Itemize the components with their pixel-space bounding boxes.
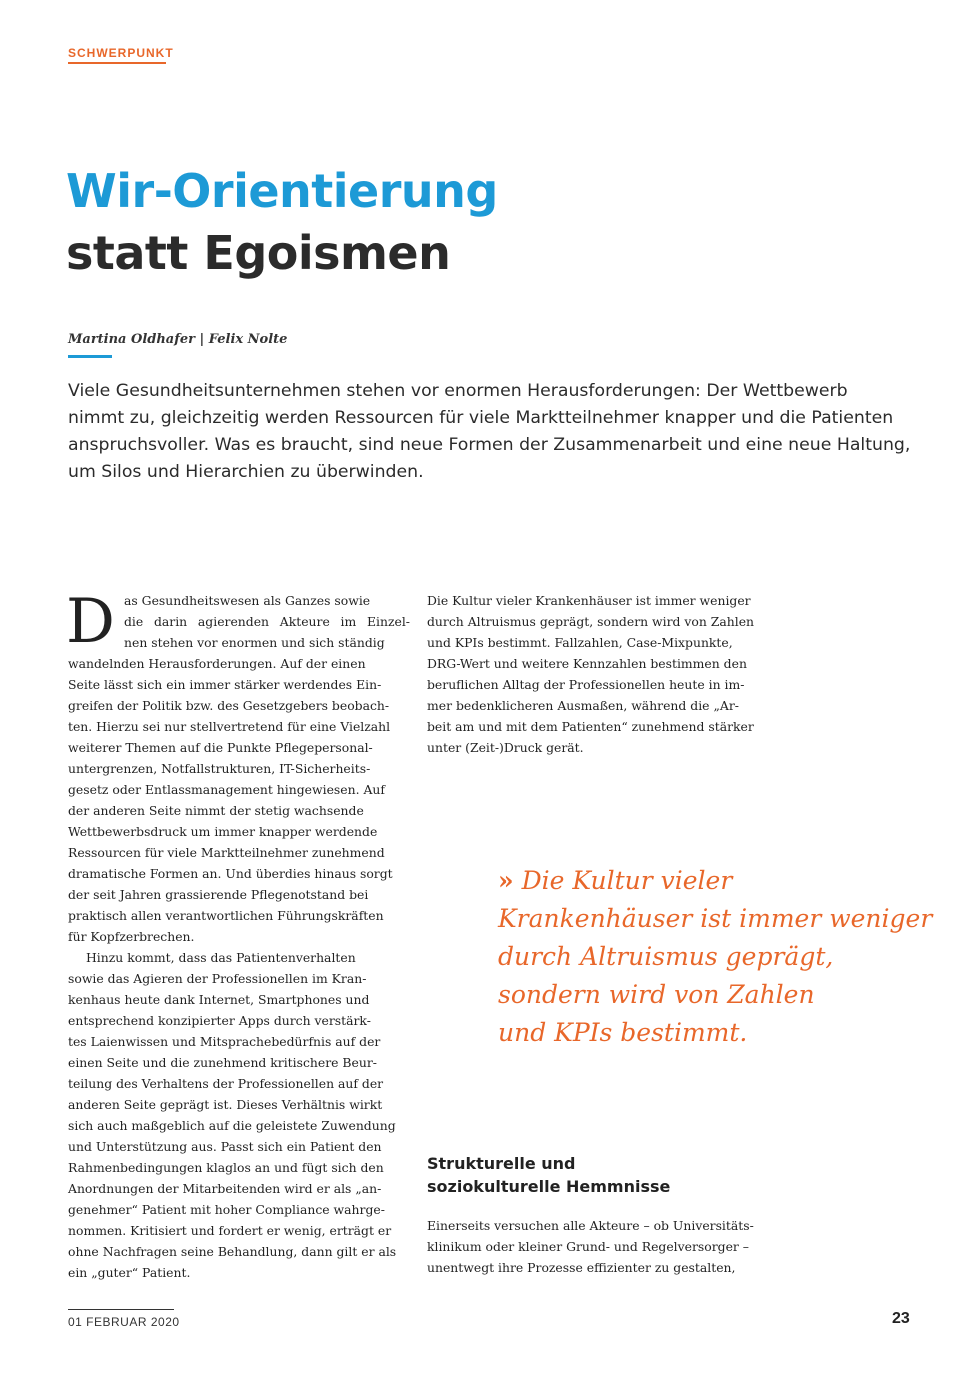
section-label: SCHWERPUNKT — [68, 46, 174, 60]
body-column-2 — [427, 590, 771, 758]
text-line: wandelnden Herausforderungen. Auf der einen — [68, 656, 366, 671]
lead-line: anspruchsvoller. Was es braucht, sind neue Formen der Zusammenarbeit und eine neue Haltung, — [68, 435, 911, 455]
text-line: Die Kultur vieler Krankenhäuser ist immer weniger — [427, 593, 751, 608]
text-line: anderen Seite geprägt ist. Dieses Verhältnis wirkt — [68, 1097, 383, 1112]
text-line: Einerseits versuchen alle Akteure – ob Universitäts- — [427, 1218, 754, 1233]
text-line: praktisch allen verantwortlichen Führungskräften — [68, 908, 384, 923]
article-title-line-1: Wir-Orientierung — [66, 164, 498, 218]
text-line: DRG-Wert und weitere Kennzahlen bestimmen den — [427, 656, 747, 671]
text-line: kenhaus heute dank Internet, Smartphones und — [68, 992, 370, 1007]
text-line: sich auch maßgeblich auf die geleistete Zuwendung — [68, 1118, 396, 1133]
lead-paragraph — [68, 378, 911, 486]
text-line: einen Seite und die zunehmend kritischere Beur- — [68, 1055, 377, 1070]
pull-quote-text: Die Kultur vieler — [521, 866, 733, 895]
body-column-3 — [427, 1215, 771, 1278]
text-line: für Kopfzerbrechen. — [68, 929, 195, 944]
lead-line: Viele Gesundheitsunternehmen stehen vor enormen Herausforderungen: Der Wettbewerb — [68, 381, 848, 401]
section-heading-line: soziokulturelle Hemmnisse — [427, 1177, 671, 1196]
text-line: dramatische Formen an. Und überdies hinaus sorgt — [68, 866, 393, 881]
text-line: und Unterstützung aus. Passt sich ein Patient den — [68, 1139, 382, 1154]
lead-line: nimmt zu, gleichzeitig werden Ressourcen für viele Marktteilnehmer knapper und die Patienten — [68, 408, 894, 428]
section-heading-line: Strukturelle und — [427, 1154, 576, 1173]
text-line: genehmer“ Patient mit hoher Compliance wahrge- — [68, 1202, 385, 1217]
text-line: nen stehen vor enormen und sich ständig — [124, 635, 385, 650]
text-line: Ressourcen für viele Marktteilnehmer zunehmend — [68, 845, 385, 860]
text-line: der seit Jahren grassierende Pflegenotstand bei — [68, 887, 369, 902]
text-line: Anordnungen der Mitarbeitenden wird er als „an- — [68, 1181, 382, 1196]
text-line: gesetz oder Entlassmanagement hingewiesen. Auf — [68, 782, 385, 797]
footer-rule — [68, 1309, 174, 1310]
article-title-line-2: statt Egoismen — [66, 226, 451, 280]
pull-quote-line: Krankenhäuser ist immer weniger — [498, 904, 933, 933]
text-line: mer bedenklicheren Ausmaßen, während die „Ar- — [427, 698, 739, 713]
text-line: ten. Hierzu sei nur stellvertretend für eine Vielzahl — [68, 719, 391, 734]
text-line: Hinzu kommt, dass das Patientenverhalten — [86, 950, 356, 965]
text-line: unter (Zeit-)Druck gerät. — [427, 740, 584, 755]
pull-quote-line: durch Altruismus geprägt, — [498, 942, 834, 971]
text-line: Wettbewerbsdruck um immer knapper werdende — [68, 824, 378, 839]
text-line: teilung des Verhaltens der Professionellen auf der — [68, 1076, 384, 1091]
text-line: Rahmenbedingungen klaglos an und fügt sich den — [68, 1160, 384, 1175]
drop-cap: D — [66, 586, 115, 657]
text-line: und KPIs bestimmt. Fallzahlen, Case-Mixpunkte, — [427, 635, 733, 650]
text-line: sowie das Agieren der Professionellen im Kran- — [68, 971, 367, 986]
text-line: ohne Nachfragen seine Behandlung, dann gilt er als — [68, 1244, 397, 1259]
section-underline — [68, 62, 166, 64]
body-column-1 — [66, 586, 410, 1283]
authors: Martina Oldhafer | Felix Nolte — [68, 332, 288, 347]
text-line: beruflichen Alltag der Professionellen heute in im- — [427, 677, 745, 692]
section-heading — [427, 1152, 670, 1198]
text-line: untergrenzen, Notfallstrukturen, IT-Sicherheits- — [68, 761, 371, 776]
text-line: as Gesundheitswesen als Ganzes sowie — [124, 593, 371, 608]
text-line: durch Altruismus geprägt, sondern wird von Zahlen — [427, 614, 755, 629]
pull-quote — [498, 862, 933, 1052]
text-line: tes Laienwissen und Mitsprachebedürfnis auf der — [68, 1034, 381, 1049]
author-divider — [68, 355, 112, 358]
text-line: die darin agierenden Akteure im Einzel- — [124, 614, 410, 629]
text-line: unentwegt ihre Prozesse effizienter zu gestalten, — [427, 1260, 736, 1275]
text-line: Seite lässt sich ein immer stärker werdendes Ein- — [68, 677, 382, 692]
text-line: ein „guter“ Patient. — [68, 1265, 191, 1280]
text-line: der anderen Seite nimmt der stetig wachsende — [68, 803, 364, 818]
text-line: nommen. Kritisiert und fordert er wenig, erträgt er — [68, 1223, 392, 1238]
issue-date: 01 FEBRUAR 2020 — [68, 1315, 180, 1329]
text-line: greifen der Politik bzw. des Gesetzgebers beobach- — [68, 698, 390, 713]
pull-quote-line: sondern wird von Zahlen — [498, 980, 815, 1009]
text-line: weiterer Themen auf die Punkte Pflegepersonal- — [68, 740, 373, 755]
pull-quote-line: und KPIs bestimmt. — [498, 1018, 748, 1047]
page-number: 23 — [892, 1310, 910, 1327]
text-line: entsprechend konzipierter Apps durch verstärk- — [68, 1013, 371, 1028]
text-line: klinikum oder kleiner Grund- und Regelversorger – — [427, 1239, 749, 1254]
text-line: beit am und mit dem Patienten“ zunehmend stärker — [427, 719, 754, 734]
lead-line: um Silos und Hierarchien zu überwinden. — [68, 462, 424, 482]
pull-quote-line — [498, 862, 918, 900]
quote-mark-icon: » — [498, 866, 514, 895]
